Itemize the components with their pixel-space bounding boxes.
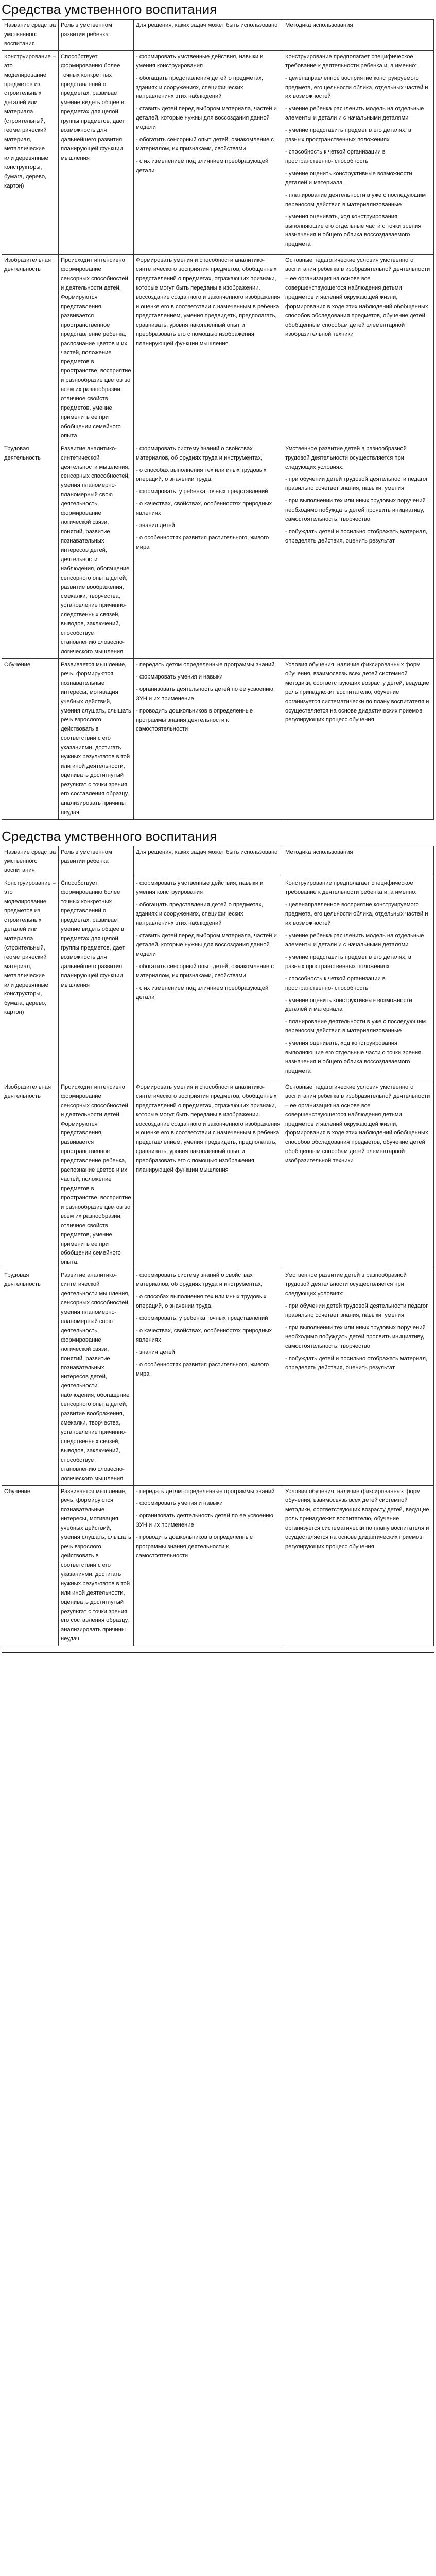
role-cell: Развитие аналитико-синтетической деятельности мышления, сенсорных способностей, умения планомерно-планомерный свою деятельность, формирование логической связи, понятий, развитие познавательных интересов детей, деятельности наблюдения, обогащение сенсорного опыта детей, развитие воображения, смекалки, творчества, установление причинно-следственных связей, выводов, заключений, способствует становлению словесно-логического мышления <box>59 1269 134 1485</box>
task-line: - о способах выполнения тех или иных трудовых операций, о значении труда, <box>136 467 267 483</box>
role-cell: Способствует формированию более точных конкретных представлений о предметах, развивает умение видеть общее в предметах для целой группы предметов, дает возможность для дальнейшего развития планирующей функции мышления <box>59 877 134 1081</box>
task-line: - формировать, у ребенка точных представлений <box>136 488 268 495</box>
task-line: - обогащать представления детей о предметах, зданиях и сооружениях, специфических направлениях этих наблюдений <box>136 902 264 927</box>
methods-table <box>2 846 434 1647</box>
table-row <box>2 1269 434 1485</box>
table-row <box>2 1485 434 1646</box>
table-row <box>2 443 434 658</box>
method-cell <box>283 443 434 658</box>
method-line: - планирование деятельности в уже с последующим переносом действия в материализованные <box>285 192 426 208</box>
table-row <box>2 658 434 819</box>
method-line: - побуждать детей и посильно отображать материал, определять действия, оценить результат <box>285 1355 428 1371</box>
method-line: - умения оценивать, ход конструирования, выполняющие его отдельные части с точки зрения назначения и общего облика воссоздаваемого предмета <box>285 1040 422 1074</box>
task-line: - формировать умения и навыки <box>136 1500 223 1507</box>
tool-name-cell: Трудовая деятельность <box>2 1269 59 1485</box>
role-cell: Способствует формированию более точных конкретных представлений о предметах, развивает умение видеть общее в предметах для целой группы предметов, дает возможность для дальнейшего развития планирующей функции мышления <box>59 50 134 255</box>
table-body <box>2 50 434 819</box>
method-line: Условия обучения, наличие фиксированных форм обучения, взаимосвязь всех детей системной методики, соответствующих возрасту детей, ведущие роль принадлежит воспитателю, обучение организуется систематически по плану воспитателя и осуществляется на основе дидактических приемов регулирующих процесс обучения <box>285 661 429 723</box>
section-copy-1 <box>2 0 434 820</box>
tool-name-cell: Обучение <box>2 658 59 819</box>
tasks-cell <box>134 255 283 443</box>
table-header-row <box>2 20 434 51</box>
method-line: Основные педагогические условия умственного воспитания ребенка в изобразительной деятельности – ее организация на основе все совершенствующегося наблюдения детьми предметов и явлений окружающей жизни, формирования в ходе этих наблюдений обобщенных способов обследования предметов, обучение детей обобщенным способам детей элементарной изобразительной техники <box>285 257 430 337</box>
role-cell: Развивается мышление, речь, формируются познавательные интересы, мотивация учебных действий, умения слушать, слышать речь взрослого, действовать в соответствии с его указаниями, достигать нужных результатов в той или иной деятельности, оценивать достигнутый результат с точки зрения его составления образцу, анализировать причины неудач <box>59 1485 134 1646</box>
task-line: - проводить дошкольников в определенные программы знания деятельности к самостоятельности <box>136 1534 253 1560</box>
tasks-cell <box>134 1485 283 1646</box>
task-line: - обогащать представления детей о предметах, зданиях и сооружениях, специфических направлениях этих наблюдений <box>136 75 264 100</box>
role-cell: Развивается мышление, речь, формируются познавательные интересы, мотивация учебных действий, умения слушать, слышать речь взрослого, действовать в соответствии с его указаниями, достигать нужных результатов в той или иной деятельности, оценивать достигнутый результат с точки зрения его составления образцу, анализировать причины неудач <box>59 658 134 819</box>
task-line: - о особенностях развития растительного, живого мира <box>136 1361 269 1377</box>
header-cell: Название средства умственного воспитания <box>2 846 59 877</box>
task-line: - формировать умственные действия, навыки и умения конструирования <box>136 880 264 896</box>
task-line: - о способах выполнения тех или иных трудовых операций, о значении труда, <box>136 1294 267 1310</box>
task-line: - с их изменением под влиянием преобразующей детали <box>136 985 269 1001</box>
task-line: - формировать умения и навыки <box>136 673 223 680</box>
method-line: - умение представить предмет в его деталях, в разных пространственных положениях <box>285 954 411 970</box>
task-line: - формировать умственные действия, навыки и умения конструирования <box>136 53 264 69</box>
role-cell: Происходит интенсивно формирование сенсорных способностей и деятельности детей. Формируются представления, развивается пространственное представление ребенка, распознание цветов и их частей, положение предметов в пространстве, восприятие и разнообразие цветов во всем их разнообразии, отличное свойств предметов, умение применить ее при обобщении семейного опыта. <box>59 255 134 443</box>
header-cell: Для решения, каких задач может быть использовано <box>134 20 283 51</box>
tasks-cell <box>134 877 283 1081</box>
method-line: Условия обучения, наличие фиксированных форм обучения, взаимосвязь всех детей системной методики, соответствующих возрасту детей, ведущие роль принадлежит воспитателю, обучение организуется систематически по плану воспитателя и осуществляется на основе дидактических приемов регулирующих процесс обучения <box>285 1488 429 1550</box>
page-divider <box>2 1652 434 1653</box>
method-line: - целенаправленное восприятие конструируемого предмета, его цельности облика, отдельных частей и их возможностей <box>285 75 428 100</box>
method-cell <box>283 658 434 819</box>
section-copy-2 <box>2 827 434 1654</box>
document-title: Средства умственного воспитания <box>2 2 217 17</box>
tool-name-cell: Изобразительная деятельность <box>2 255 59 443</box>
table-row <box>2 50 434 255</box>
method-line: - способность к четкой организации в пространственно- способность <box>285 975 386 991</box>
task-line: - знания детей <box>136 522 175 529</box>
method-line: - планирование деятельности в уже с последующим переносом действия в материализованные <box>285 1019 426 1035</box>
tasks-cell <box>134 1081 283 1269</box>
header-cell: Название средства умственного воспитания <box>2 20 59 51</box>
tasks-cell <box>134 1269 283 1485</box>
method-cell <box>283 50 434 255</box>
method-line: - способность к четкой организации в пространственно- способность <box>285 149 386 164</box>
task-line: Формировать умения и способности аналитико-синтетического восприятия предметов, обобщенных представлений о предметах, отражающих признаки, которые могут быть переданы в изображении. воссоздание созданного и законченного изображения и оценке его в соответствии с намеченным в ребенка представлением, умения предвидеть, предполагать, сравнивать, уровня накопленный опыт и преобразовать его с помощью изображения, планирующей функции мышления <box>136 257 281 347</box>
task-line: - организовать деятельность детей по ее усвоению. ЗУН и их применение <box>136 686 275 702</box>
task-line: - о качествах, свойствах, особенностях природных явлениях <box>136 501 272 517</box>
task-line: - о качествах, свойствах, особенностях природных явлениях <box>136 1327 272 1343</box>
tool-name-cell: Трудовая деятельность <box>2 443 59 658</box>
tasks-cell <box>134 443 283 658</box>
methods-table <box>2 19 434 820</box>
tool-name-cell: Конструирование – это моделирование предметов из строительных деталей или материала (строительный, геометрический материал, металлические или деревянные конструкторы, бумага, дерево, картон) <box>2 50 59 255</box>
method-line: Умственное развитие детей в разнообразной трудовой деятельности осуществляется при следующих условиях: <box>285 1272 407 1297</box>
table-header-row <box>2 846 434 877</box>
header-cell: Методика использования <box>283 20 434 51</box>
method-line: - при обучении детей трудовой деятельности педагог правильно сочетает знания, навыки, умения <box>285 1303 428 1318</box>
tasks-cell <box>134 658 283 819</box>
table-body <box>2 877 434 1646</box>
table-row <box>2 1081 434 1269</box>
method-line: - при обучении детей трудовой деятельности педагог правильно сочетает знания, навыки, умения <box>285 476 428 492</box>
task-line: - формировать систему знаний о свойствах материалов, об орудиях труда и инструментах, <box>136 445 263 461</box>
method-line: - целенаправленное восприятие конструируемого предмета, его цельности облика, отдельных частей и их возможностей <box>285 902 428 927</box>
task-line: - ставить детей перед выбором материала, частей и деталей, которые нужны для воссоздания данной модели <box>136 932 277 957</box>
method-line: - умение ребенка расчленить модель на отдельные элементы и детали и с начальными деталями <box>285 932 424 948</box>
header-cell: Методика использования <box>283 846 434 877</box>
document-title: Средства умственного воспитания <box>2 828 217 844</box>
task-line: - формировать систему знаний о свойствах материалов, об орудиях труда и инструментах, <box>136 1272 263 1288</box>
tasks-cell <box>134 50 283 255</box>
task-line: - с их изменением под влиянием преобразующей детали <box>136 158 269 174</box>
tool-name-cell: Конструирование – это моделирование предметов из строительных деталей или материала (строительный, геометрический материал, металлические или деревянные конструкторы, бумага, дерево, картон) <box>2 877 59 1081</box>
method-line: - умение представить предмет в его деталях, в разных пространственных положениях <box>285 127 411 143</box>
method-cell <box>283 255 434 443</box>
table-row <box>2 255 434 443</box>
method-line: - умение ребенка расчленить модель на отдельные элементы и детали и с начальными деталями <box>285 106 424 122</box>
method-cell <box>283 1269 434 1485</box>
task-line: - передать детям определенные программы знаний <box>136 661 275 668</box>
tool-name-cell: Обучение <box>2 1485 59 1646</box>
method-cell <box>283 877 434 1081</box>
method-line: - при выполнении тех или иных трудовых поручений необходимо побуждать детей проявить инициативу, самостоятельность, творчество <box>285 498 426 523</box>
method-line: - умение оценить конструктивные возможности деталей и материала <box>285 997 412 1013</box>
task-line: Формировать умения и способности аналитико-синтетического восприятия предметов, обобщенных представлений о предметах, отражающих признаки, которые могут быть переданы в изображении. воссоздание созданного и законченного изображения и оценке его в соответствии с намеченным в ребенка представлением, умения предвидеть, предполагать, сравнивать, уровня накопленный опыт и преобразовать его с помощью изображения, планирующей функции мышления <box>136 1083 281 1174</box>
task-line: - организовать деятельность детей по ее усвоению. ЗУН и их применение <box>136 1513 275 1529</box>
method-line: Конструирование предполагает специфическое требование к деятельности ребенка и, а именно: <box>285 880 417 896</box>
method-cell <box>283 1081 434 1269</box>
method-line: - умения оценивать, ход конструирования, выполняющие его отдельные части с точки зрения назначения и общего облика воссоздаваемого предмета <box>285 213 422 248</box>
header-cell: Роль в умственном развитии ребенка <box>59 20 134 51</box>
role-cell: Происходит интенсивно формирование сенсорных способностей и деятельности детей. Формируются представления, развивается пространственное представление ребенка, распознание цветов и их частей, положение предметов в пространстве, восприятие и разнообразие цветов во всем их разнообразии, отличное свойств предметов, умение применить ее при обобщении семейного опыта. <box>59 1081 134 1269</box>
method-line: - умение оценить конструктивные возможности деталей и материала <box>285 170 412 186</box>
method-line: - побуждать детей и посильно отображать материал, определять действия, оценить результат <box>285 529 428 545</box>
method-line: Конструирование предполагает специфическое требование к деятельности ребенка и, а именно: <box>285 53 417 69</box>
task-line: - формировать, у ребенка точных представлений <box>136 1315 268 1321</box>
method-line: Основные педагогические условия умственного воспитания ребенка в изобразительной деятельности – ее организация на основе все совершенствующегося наблюдения детьми предметов и явлений окружающей жизни, формирования в ходе этих наблюдений обобщенных способов обследования предметов, обучение детей обобщенным способам детей элементарной изобразительной техники <box>285 1083 430 1164</box>
task-line: - обогатить сенсорный опыт детей, ознакомление с материалом, их признаками, свойствами <box>136 963 274 979</box>
role-cell: Развитие аналитико-синтетической деятельности мышления, сенсорных способностей, умения планомерно-планомерный свою деятельность, формирование логической связи, понятий, развитие познавательных интересов детей, деятельности наблюдения, обогащение сенсорного опыта детей, развитие воображения, смекалки, творчества, установление причинно-следственных связей, выводов, заключений, способствует становлению словесно-логического мышления <box>59 443 134 658</box>
method-line: - при выполнении тех или иных трудовых поручений необходимо побуждать детей проявить инициативу, самостоятельность, творчество <box>285 1324 426 1349</box>
header-cell: Для решения, каких задач может быть использовано <box>134 846 283 877</box>
method-cell <box>283 1485 434 1646</box>
task-line: - обогатить сенсорный опыт детей, ознакомление с материалом, их признаками, свойствами <box>136 137 274 152</box>
table-row <box>2 877 434 1081</box>
task-line: - передать детям определенные программы знаний <box>136 1488 275 1495</box>
task-line: - о особенностях развития растительного, живого мира <box>136 535 269 551</box>
task-line: - ставить детей перед выбором материала, частей и деталей, которые нужны для воссоздания данной модели <box>136 106 277 131</box>
method-line: Умственное развитие детей в разнообразной трудовой деятельности осуществляется при следующих условиях: <box>285 445 407 470</box>
header-cell: Роль в умственном развитии ребенка <box>59 846 134 877</box>
tool-name-cell: Изобразительная деятельность <box>2 1081 59 1269</box>
task-line: - знания детей <box>136 1349 175 1355</box>
task-line: - проводить дошкольников в определенные программы знания деятельности к самостоятельности <box>136 707 253 733</box>
